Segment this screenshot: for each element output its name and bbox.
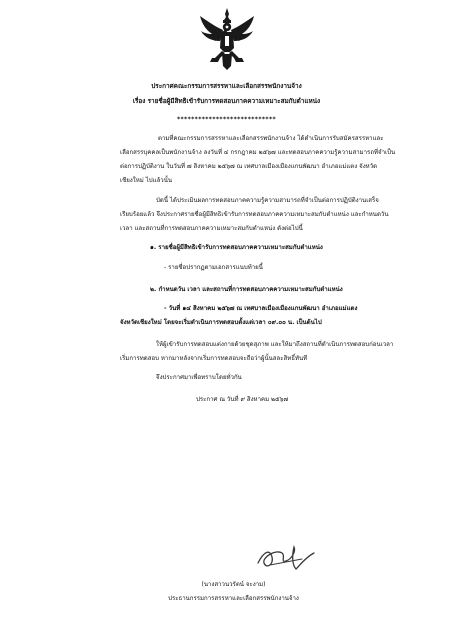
para1-line-1: ตามที่คณะกรรมการสรรหาและเลือกสรรพนักงานจ้าง ได้ดำเนินการรับสมัครสรรหาและ [158,135,384,142]
signer-name: (นางสาวนวรัตน์ จะงาม) [201,581,266,588]
para3-line-1: ให้ผู้เข้ารับการทดสอบแต่งกายด้วยชุดสุภาพ และให้มาถึงสถานที่ดำเนินการทดสอบก่อนเวลา [156,341,394,348]
para1-line-4: เชียงใหม่ ไปแล้วนั้น [120,177,173,184]
para2-line-3: เวลา และสถานที่การทดสอบภาคความเหมาะสมกับตำแหน่ง ดังต่อไปนี้ [120,225,303,232]
signature-icon [252,543,318,573]
section1-item: - รายชื่อปรากฏตามเอกสารแนบท้ายนี้ [164,264,263,271]
section2-item-line-1: - วันที่ ๑๔ สิงหาคม ๒๕๖๗ ณ เทศบาลเมืองเมืองแกนพัฒนา อำเภอแม่แตง [164,305,358,312]
date-line: ประกาศ ณ วันที่ ๙ สิงหาคม ๒๕๖๗ [196,396,289,403]
para2-line-1: บัดนี้ ได้ประเมินผลการทดสอบภาคความรู้ความสามารถที่จำเป็นต่อการปฏิบัติงานเสร็จ [156,197,379,204]
garuda-emblem-icon [198,8,256,70]
document-subject: เรื่อง รายชื่อผู้มีสิทธิเข้ารับการทดสอบภาคความเหมาะสมกับตำแหน่ง [132,97,321,105]
section2-item-line-2: จังหวัดเชียงใหม่ โดยจะเริ่มดำเนินการทดสอบตั้งแต่เวลา ๐๙.๐๐ น. เป็นต้นไป [120,319,322,326]
section1-heading: ๑. รายชื่อผู้มีสิทธิเข้ารับการทดสอบภาคความเหมาะสมกับตำแหน่ง [150,244,323,251]
para1-line-3: ต่อการปฏิบัติงาน ในวันที่ ๗ สิงหาคม ๒๕๖๗ ณ เทศบาลเมืองเมืองแกนพัฒนา อำเภอแม่แตง จังหวัด [120,163,378,170]
separator: **************************** [176,116,277,123]
section2-heading: ๒. กำหนดวัน เวลา และสถานที่การทดสอบภาคความเหมาะสมกับตำแหน่ง [150,286,343,293]
para3-line-2: เริ่มการทดสอบ หากมาหลังจากเริ่มการทดสอบจะถือว่าผู้นั้นสละสิทธิ์ทันที [120,355,308,362]
para2-line-2: เรียบร้อยแล้ว จึงประกาศรายชื่อผู้มีสิทธิเข้ารับการทดสอบภาคความเหมาะสมกับตำแหน่ง และกำหนดวัน [120,211,389,218]
announce-line: จึงประกาศมาเพื่อทราบโดยทั่วกัน [156,374,242,381]
signer-position: ประธานกรรมการสรรหาและเลือกสรรพนักงานจ้าง [168,595,299,602]
document-title: ประกาศคณะกรรมการสรรหาและเลือกสรรพนักงานจ้าง [151,82,302,90]
para1-line-2: เลือกสรรบุคคลเป็นพนักงานจ้าง ลงวันที่ ๔ กรกฎาคม ๒๕๖๗ และทดสอบภาคความรู้ความสามารถที่จำเป็น [120,149,396,156]
